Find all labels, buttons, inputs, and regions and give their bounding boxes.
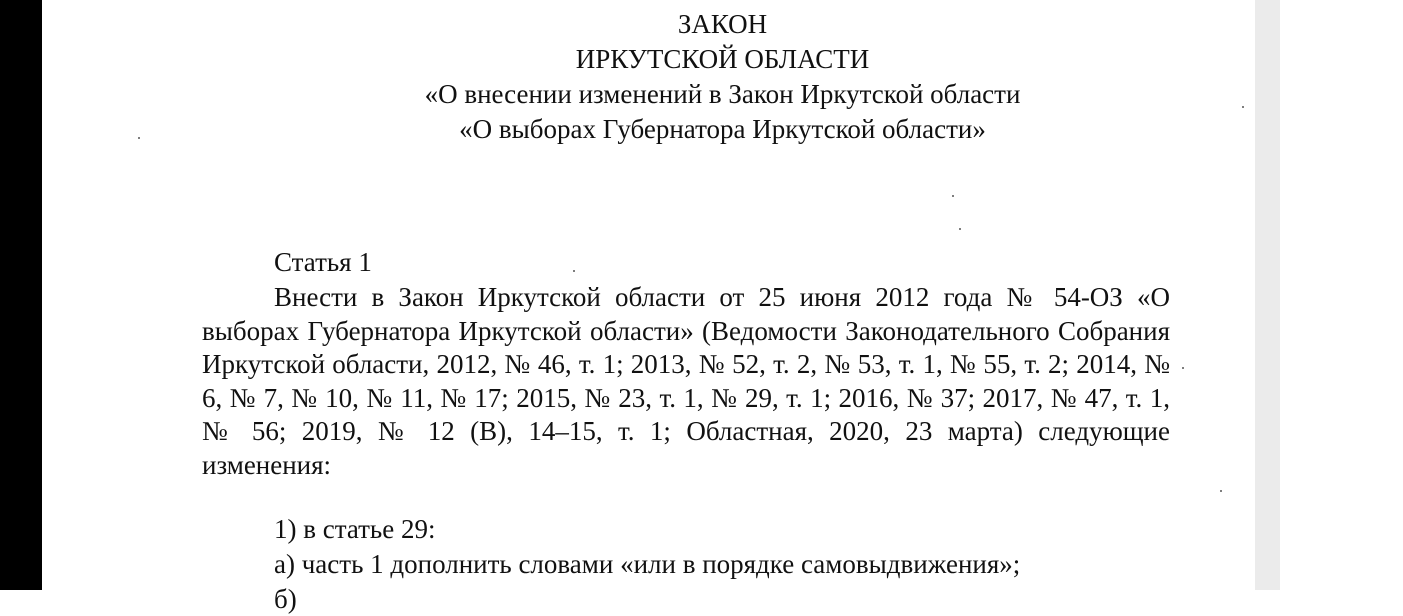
scan-speck <box>1242 106 1244 108</box>
scan-speck <box>952 195 954 197</box>
viewer-right-edge <box>1255 0 1280 590</box>
law-title-line-4: «О выборах Губернатора Иркутской области» <box>459 114 986 144</box>
law-title-line-1: ЗАКОН <box>677 9 768 39</box>
scan-speck <box>959 228 961 230</box>
list-item: а) часть 1 дополнить словами «или в порядке самовыдвижения»; <box>274 549 1021 579</box>
list-item-cut-off: б) <box>274 584 297 614</box>
viewer-left-edge <box>0 0 42 590</box>
scan-speck <box>573 270 575 272</box>
article-heading: Статья 1 <box>274 247 372 277</box>
document-page <box>42 0 1255 614</box>
scan-speck <box>1182 367 1184 369</box>
list-item: 1) в статье 29: <box>274 514 436 544</box>
article-paragraph: Внести в Закон Иркутской области от 25 июня 2012 года № 54-ОЗ «О выборах Губернатора Иркутской области» (Ведомости Законодательного Собрания Иркутской области, 2012, № 46, т. 1; 2013, № 52, т. 2, № 53, т. 1, № 55, т. 2; 2014, № 6, № 7, № 10, № 11, № 17; 2015, № 23, т. 1, № 29, т. 1; 2016, № 37; 2017, № 47, т. 1, № 56; 2019, № 12 (В), 14–15, т. 1; Областная, 2020, 23 марта) следующие изменения: <box>202 282 1170 480</box>
law-title-line-3: «О внесении изменений в Закон Иркутской области <box>424 79 1021 109</box>
law-title-line-2: ИРКУТСКОЙ ОБЛАСТИ <box>575 44 870 74</box>
scan-speck <box>138 137 140 139</box>
scan-speck <box>1220 490 1222 492</box>
